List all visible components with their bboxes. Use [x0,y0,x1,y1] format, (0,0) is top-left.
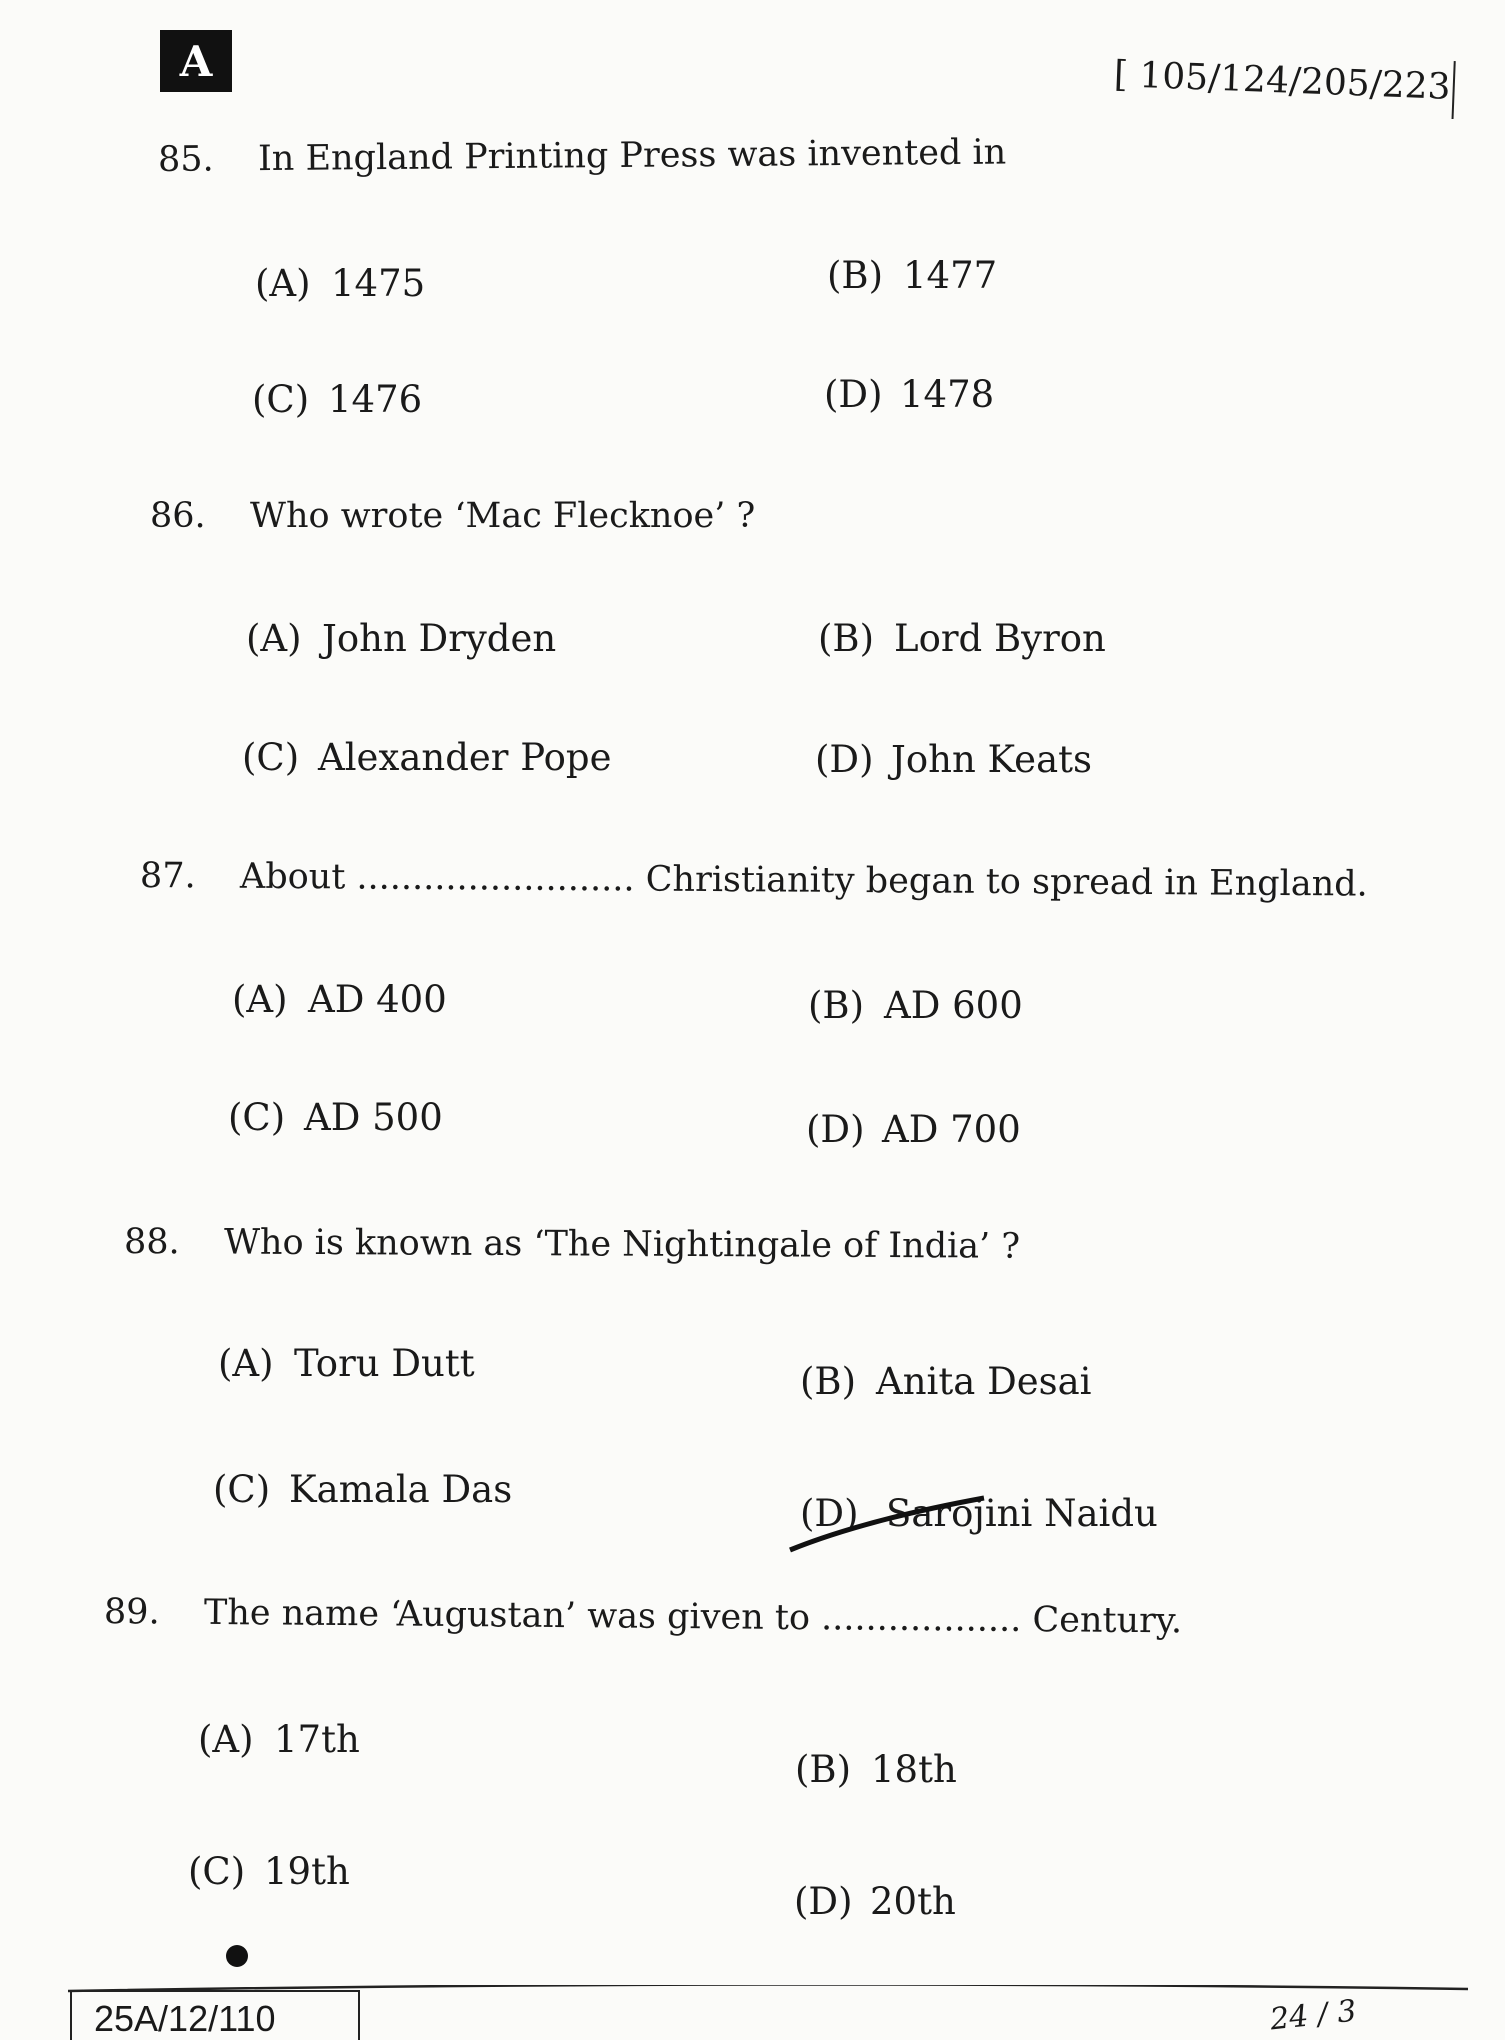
option-85-c [252,378,422,421]
option-label: (A) [246,617,302,660]
question-number: 87. [139,856,196,897]
question-text: Who is known as ‘The Nightingale of India’ ? [223,1222,1021,1267]
option-text: AD 400 [308,978,447,1021]
option-label: (B) [818,617,875,660]
option-88-b [800,1360,1092,1403]
option-label: (D) [800,1492,859,1535]
option-88-c [213,1468,512,1511]
question-text: The name ‘Augustan’ was given to .................. Century. [203,1592,1183,1642]
option-88-a [218,1342,475,1385]
option-label: (D) [806,1108,865,1151]
option-89-d [794,1880,956,1923]
option-text: Kamala Das [289,1468,513,1511]
option-text: Alexander Pope [318,736,612,779]
option-text: 1478 [900,373,995,416]
option-85-d [824,373,994,416]
option-89-a [198,1718,360,1761]
option-text: 20th [870,1880,956,1923]
option-label: (D) [815,738,874,781]
option-87-a [232,978,447,1021]
option-label: (A) [255,262,311,305]
question-number: 85. [157,139,214,180]
paper-code-text: [ 105/124/205/223 [1113,53,1452,108]
option-text: AD 500 [304,1096,443,1139]
option-label: (B) [800,1360,857,1403]
question-number: 88. [123,1222,180,1263]
option-85-a [255,262,425,305]
option-text: 18th [871,1748,957,1791]
option-87-b [808,984,1023,1027]
option-86-c [242,736,612,779]
option-text: Sarojini Naidu [886,1492,1158,1535]
option-text: John Keats [891,738,1092,781]
question-86 [150,496,755,536]
option-label: (C) [188,1850,246,1893]
question-87 [140,856,1368,905]
question-number: 86. [150,496,206,536]
question-number: 89. [103,1592,160,1633]
question-text: In England Printing Press was invented in [257,132,1007,180]
option-text: John Dryden [322,617,557,660]
option-89-b [795,1748,957,1791]
question-text: Who wrote ‘Mac Flecknoe’ ? [250,496,756,536]
option-text: 1475 [331,262,426,305]
option-86-d [815,738,1092,781]
option-label: (C) [228,1096,286,1139]
option-text: 17th [274,1718,360,1761]
option-text: Toru Dutt [294,1342,475,1385]
paper-code [1113,48,1456,119]
option-label: (C) [252,378,310,421]
option-text: 1477 [903,254,998,297]
option-87-c [228,1096,443,1139]
option-label: (C) [213,1468,271,1511]
option-text: 1476 [328,378,423,421]
option-87-d [806,1108,1021,1151]
option-label: (A) [218,1342,274,1385]
series-badge: A [160,30,232,92]
option-text: AD 700 [882,1108,1021,1151]
question-88 [124,1222,1020,1267]
option-label: (A) [198,1718,254,1761]
option-text: AD 600 [884,984,1023,1027]
option-85-b [827,254,997,297]
option-label: (B) [827,254,884,297]
option-label: (B) [808,984,865,1027]
strike-mark [794,1480,1004,1560]
question-89 [104,1592,1182,1641]
page-number: 24 / 3 [1268,1993,1359,2038]
question-85 [158,133,1007,180]
option-label: (B) [795,1748,852,1791]
option-text: Anita Desai [876,1360,1092,1403]
question-text: About ......................... Christianity began to spread in England. [239,856,1368,905]
option-86-a [246,617,556,660]
option-label: (D) [794,1880,853,1923]
option-86-b [818,617,1106,660]
struck-label [800,1492,886,1535]
option-88-d [800,1492,1158,1535]
bracket-end [1451,61,1455,119]
option-label: (A) [232,978,288,1021]
option-label: (C) [242,736,300,779]
bullet-dot [226,1945,248,1967]
option-text: Lord Byron [894,617,1106,660]
footer-code: 25A/12/110 [70,1990,360,2040]
option-label: (D) [824,373,883,416]
option-89-c [188,1850,350,1893]
option-text: 19th [264,1850,350,1893]
